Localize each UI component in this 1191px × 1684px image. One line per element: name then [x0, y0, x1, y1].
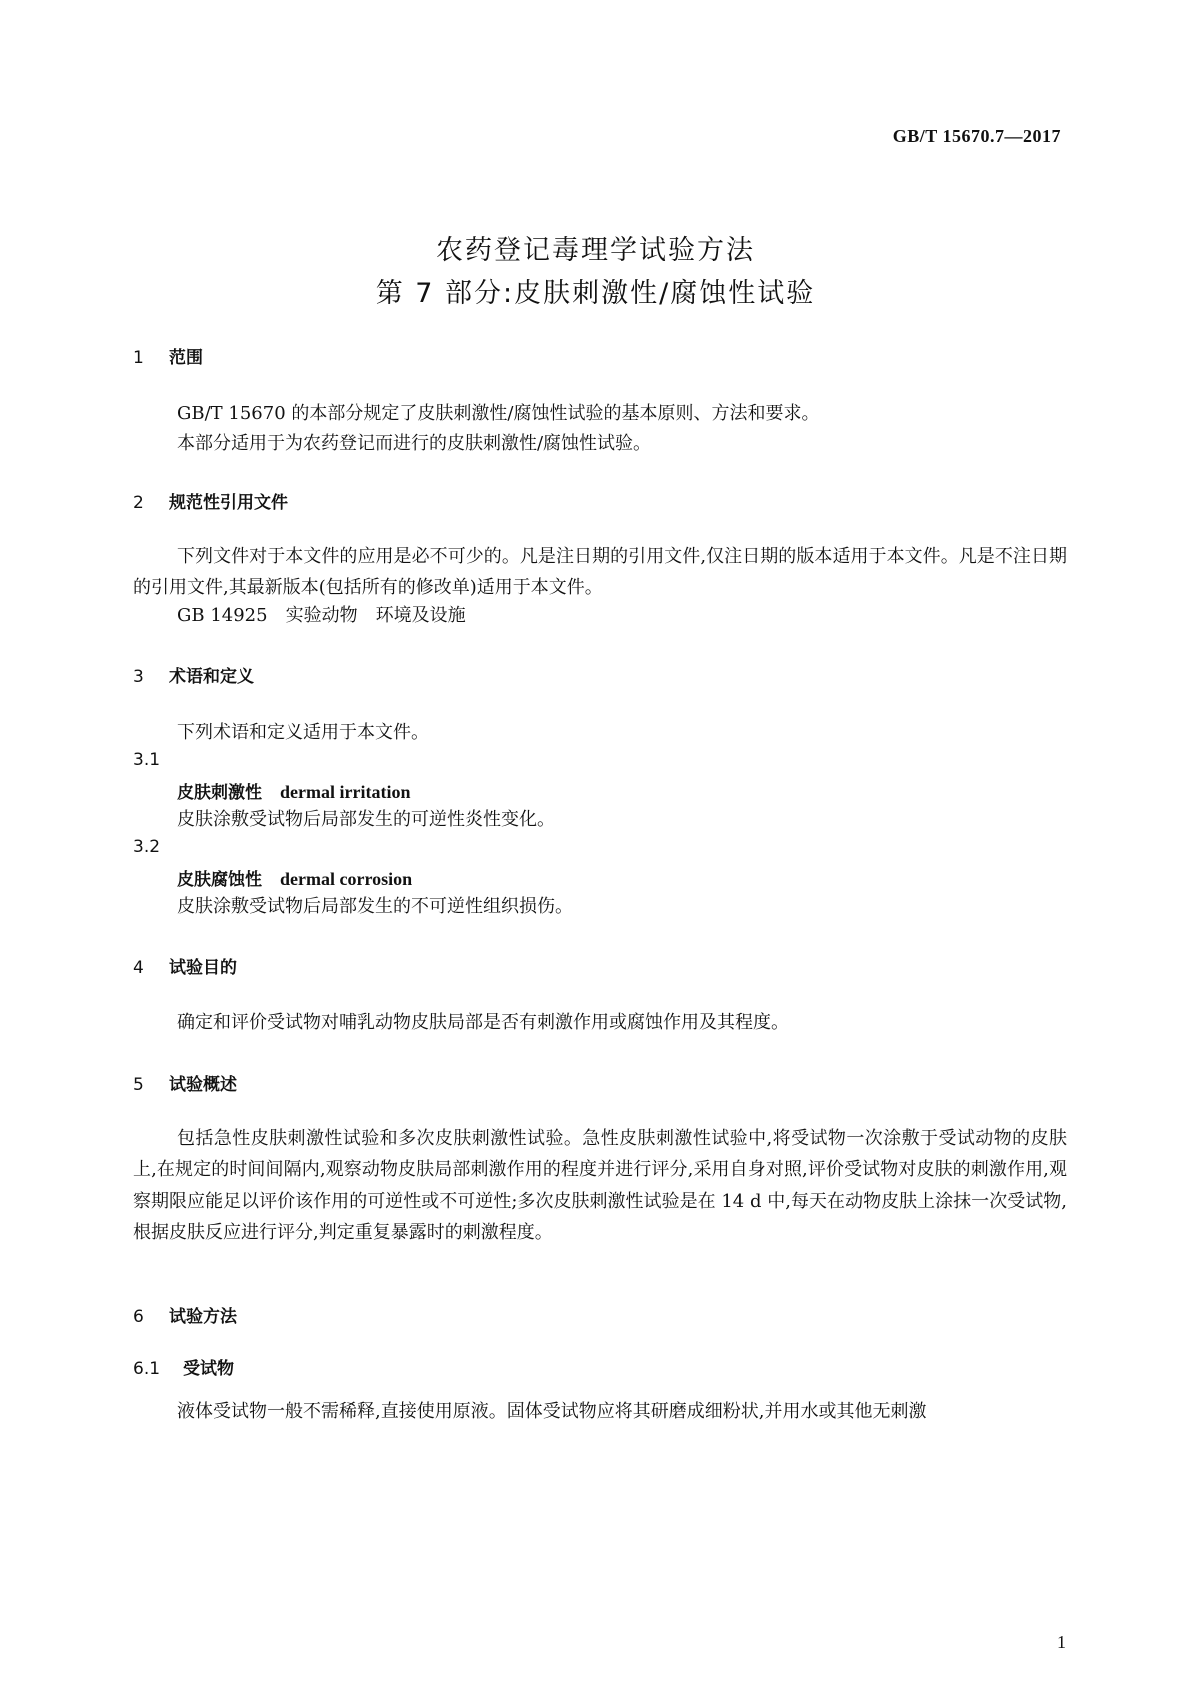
term-en: dermal irritation: [280, 782, 411, 802]
section-2-paragraph-1: 下列文件对于本文件的应用是必不可少的。凡是注日期的引用文件,仅注日期的版本适用于本文件。凡是不注日期的引用文件,其最新版本(包括所有的修改单)适用于本文件。: [133, 546, 1067, 599]
section-title: 受试物: [183, 1359, 234, 1379]
section-title: 范围: [169, 348, 203, 368]
section-title: 规范性引用文件: [169, 493, 288, 513]
term-cn: 皮肤刺激性: [177, 783, 262, 803]
section-number: 1: [133, 348, 144, 368]
section-title: 术语和定义: [169, 667, 254, 687]
document-title: 农药登记毒理学试验方法: [436, 235, 755, 266]
term-3-1-heading: [177, 778, 410, 803]
term-en: dermal corrosion: [280, 869, 413, 889]
section-title: 试验方法: [169, 1307, 237, 1327]
section-number: 2: [133, 493, 144, 513]
term-3-2-heading: [177, 865, 412, 890]
section-5-paragraph-1: 包括急性皮肤刺激性试验和多次皮肤刺激性试验。急性皮肤刺激性试验中,将受试物一次涂敷于受试动物的皮肤上,在规定的时间间隔内,观察动物皮肤局部刺激作用的程度并进行评分,采用自身对照,评价受试物对皮肤的刺激作用,观察期限应能足以评价该作用的可逆性或不可逆性;多次皮肤刺激性试验是在 14 d 中,每天在动物皮肤上涂抹一次受试物,根据皮肤反应进行评分,判定重复暴露时的刺激程度。: [133, 1128, 1067, 1243]
section-2-heading: [133, 488, 288, 513]
section-4-heading: [133, 953, 237, 978]
term-3-1-number: 3.1: [133, 750, 161, 770]
section-number: 3: [133, 667, 144, 687]
section-title: 试验目的: [169, 958, 237, 978]
section-1-paragraph-1: GB/T 15670 的本部分规定了皮肤刺激性/腐蚀性试验的基本原则、方法和要求。: [177, 403, 820, 424]
term-3-1-definition: 皮肤涂敷受试物后局部发生的可逆性炎性变化。: [177, 809, 555, 830]
standard-code: GB/T 15670.7—2017: [892, 126, 1061, 146]
section-1-heading: [133, 343, 203, 368]
section-number: 5: [133, 1075, 144, 1095]
document-subtitle: 第 7 部分:皮肤刺激性/腐蚀性试验: [375, 278, 816, 309]
section-number: 4: [133, 958, 144, 978]
normative-reference: GB 14925 实验动物 环境及设施: [177, 605, 466, 626]
section-title: 试验概述: [169, 1075, 237, 1095]
page-number: 1: [1057, 1632, 1066, 1652]
section-3-paragraph-1: 下列术语和定义适用于本文件。: [177, 722, 429, 743]
section-number: 6: [133, 1307, 144, 1327]
term-3-2-number: 3.2: [133, 837, 161, 857]
section-4-paragraph-1: 确定和评价受试物对哺乳动物皮肤局部是否有刺激作用或腐蚀作用及其程度。: [177, 1012, 789, 1033]
term-cn: 皮肤腐蚀性: [177, 870, 262, 890]
section-number: 6.1: [133, 1359, 161, 1379]
section-1-paragraph-2: 本部分适用于为农药登记而进行的皮肤刺激性/腐蚀性试验。: [177, 433, 652, 454]
section-5-heading: [133, 1070, 237, 1095]
section-3-heading: [133, 662, 254, 687]
section-6-1-heading: [133, 1354, 234, 1379]
term-3-2-definition: 皮肤涂敷受试物后局部发生的不可逆性组织损伤。: [177, 896, 573, 917]
section-6-heading: [133, 1302, 237, 1327]
section-6-1-paragraph-1: 液体受试物一般不需稀释,直接使用原液。固体受试物应将其研磨成细粉状,并用水或其他无刺激: [177, 1401, 927, 1422]
